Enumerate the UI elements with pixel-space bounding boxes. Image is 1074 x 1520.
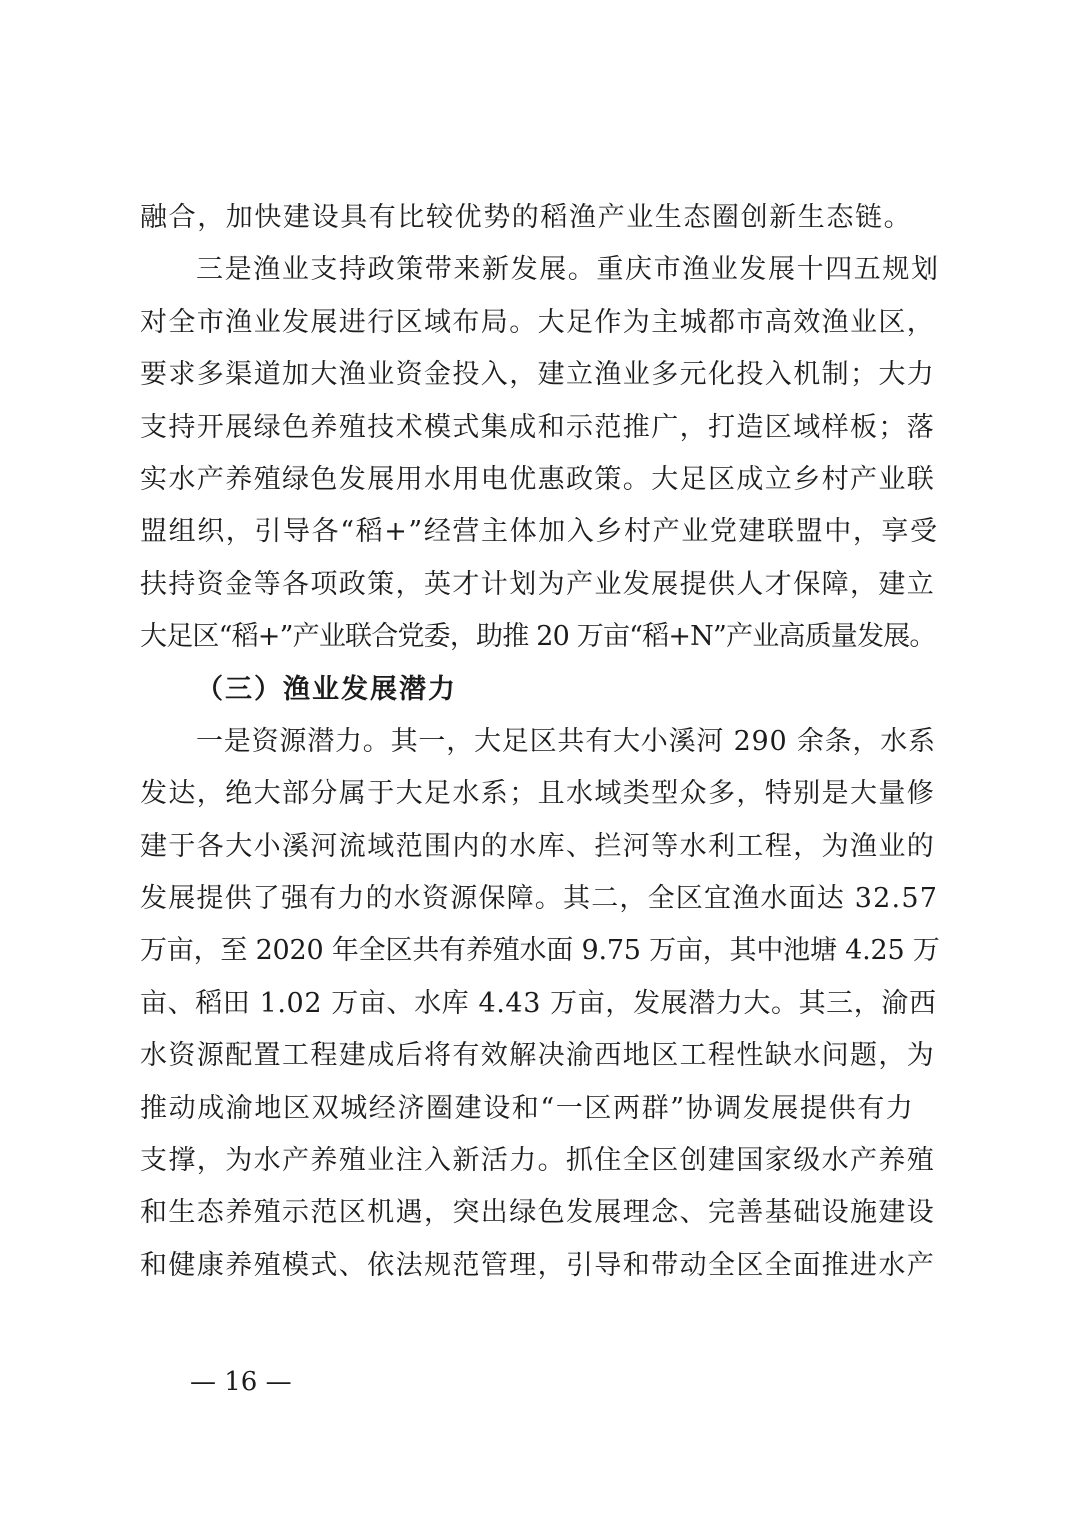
text-line: 实水产养殖绿色发展用水用电优惠政策。大足区成立乡村产业联 — [140, 463, 936, 495]
text-line: 亩、稻田 1.02 万亩、水库 4.43 万亩，发展潜力大。其三，渝西 — [140, 987, 937, 1019]
text-line: 万亩，至 2020 年全区共有养殖水面 9.75 万亩，其中池塘 4.25 万 — [140, 935, 940, 967]
body-text — [140, 192, 940, 1292]
text-line: 要求多渠道加大渔业资金投入，建立渔业多元化投入机制；大力 — [140, 359, 936, 391]
section-heading: （三）渔业发展潜力 — [196, 673, 457, 705]
text-line: 盟组织，引导各“稻+”经营主体加入乡村产业党建联盟中，享受 — [140, 516, 939, 548]
text-line: 融合，加快建设具有比较优势的稻渔产业生态圈创新生态链。 — [140, 202, 913, 233]
text-line: 大足区“稻+”产业联合党委，助推 20 万亩“稻+N”产业高质量发展。 — [140, 621, 936, 653]
text-line: 一是资源潜力。其一，大足区共有大小溪河 290 余条，水系 — [196, 725, 936, 757]
text-line: 三是渔业支持政策带来新发展。重庆市渔业发展十四五规划 — [196, 254, 940, 286]
text-line: 水资源配置工程建成后将有效解决渝西地区工程性缺水问题，为 — [140, 1040, 936, 1072]
text-line: 支持开展绿色养殖技术模式集成和示范推广，打造区域样板；落 — [140, 411, 936, 443]
text-line: 和生态养殖示范区机遇，突出绿色发展理念、完善基础设施建设 — [140, 1197, 936, 1229]
text-line: 支撑，为水产养殖业注入新活力。抓住全区创建国家级水产养殖 — [140, 1145, 936, 1177]
text-line: 扶持资金等各项政策，英才计划为产业发展提供人才保障，建立 — [140, 568, 936, 600]
text-line: 和健康养殖模式、依法规范管理，引导和带动全区全面推进水产 — [140, 1249, 936, 1281]
text-line: 推动成渝地区双城经济圈建设和“一区两群”协调发展提供有力 — [140, 1092, 915, 1124]
text-line: 建于各大小溪河流域范围内的水库、拦河等水利工程，为渔业的 — [140, 830, 936, 862]
page-number: — 16 — — [190, 1367, 292, 1397]
text-line: 发展提供了强有力的水资源保障。其二，全区宜渔水面达 32.57 — [140, 883, 939, 915]
text-line: 对全市渔业发展进行区域布局。大足作为主城都市高效渔业区， — [140, 306, 936, 338]
text-line: 发达，绝大部分属于大足水系；且水域类型众多，特别是大量修 — [140, 778, 936, 810]
